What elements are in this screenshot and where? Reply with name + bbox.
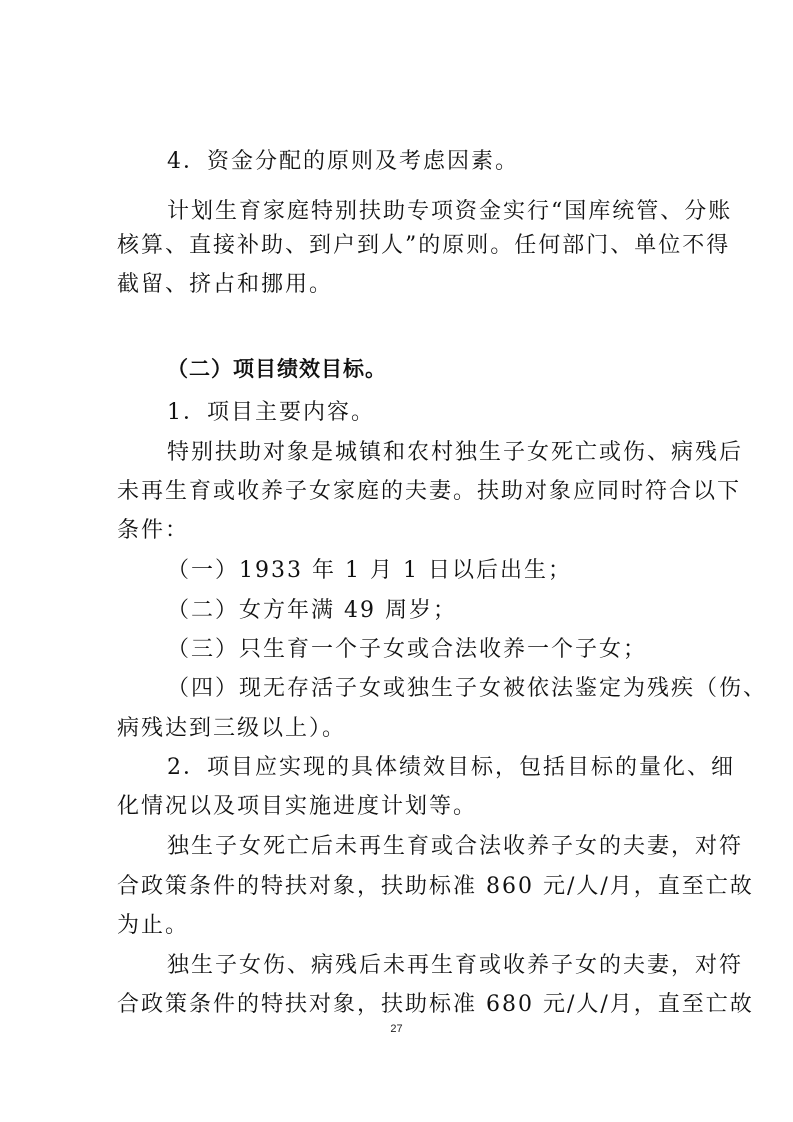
paragraph-line: 合政策条件的特扶对象，扶助标准 680 元/人/月，直至亡故 (117, 992, 754, 1017)
paragraph-line: 1．项目主要内容。 (167, 400, 375, 425)
paragraph-line: 化情况以及项目实施进度计划等。 (117, 794, 478, 819)
list-item: （二）女方年满 49 周岁； (167, 598, 457, 623)
page-number: 27 (390, 1023, 403, 1035)
paragraph-line: 独生子女死亡后未再生育或合法收养子女的夫妻，对符 (167, 834, 744, 859)
paragraph-line: 未再生育或收养子女家庭的夫妻。扶助对象应同时符合以下 (117, 479, 742, 504)
section-heading: （二）项目绩效目标。 (167, 357, 387, 381)
paragraph-line: 2．项目应实现的具体绩效目标，包括目标的量化、细 (167, 755, 735, 780)
paragraph-line: 病残达到三级以上）。 (117, 716, 347, 741)
paragraph-line: 4．资金分配的原则及考虑因素。 (167, 149, 519, 174)
list-item: （三）只生育一个子女或合法收养一个子女； (167, 637, 648, 662)
paragraph-line: 独生子女伤、病残后未再生育或收养子女的夫妻，对符 (167, 953, 744, 978)
paragraph-line: 截留、挤占和挪用。 (117, 272, 334, 297)
paragraph-line: 条件： (117, 518, 190, 543)
paragraph-line: 计划生育家庭特别扶助专项资金实行“国库统管、分账 (167, 199, 733, 224)
list-item: （一）1933 年 1 月 1 日以后出生； (167, 558, 572, 583)
paragraph-line: 特别扶助对象是城镇和农村独生子女死亡或伤、病残后 (167, 440, 744, 465)
paragraph-line: 合政策条件的特扶对象，扶助标准 860 元/人/月，直至亡故 (117, 874, 754, 899)
paragraph-line: 核算、直接补助、到户到人”的原则。任何部门、单位不得 (117, 233, 731, 258)
paragraph-line: 为止。 (117, 913, 190, 938)
list-item: （四）现无存活子女或独生子女被依法鉴定为残疾（伤、 (167, 676, 768, 701)
